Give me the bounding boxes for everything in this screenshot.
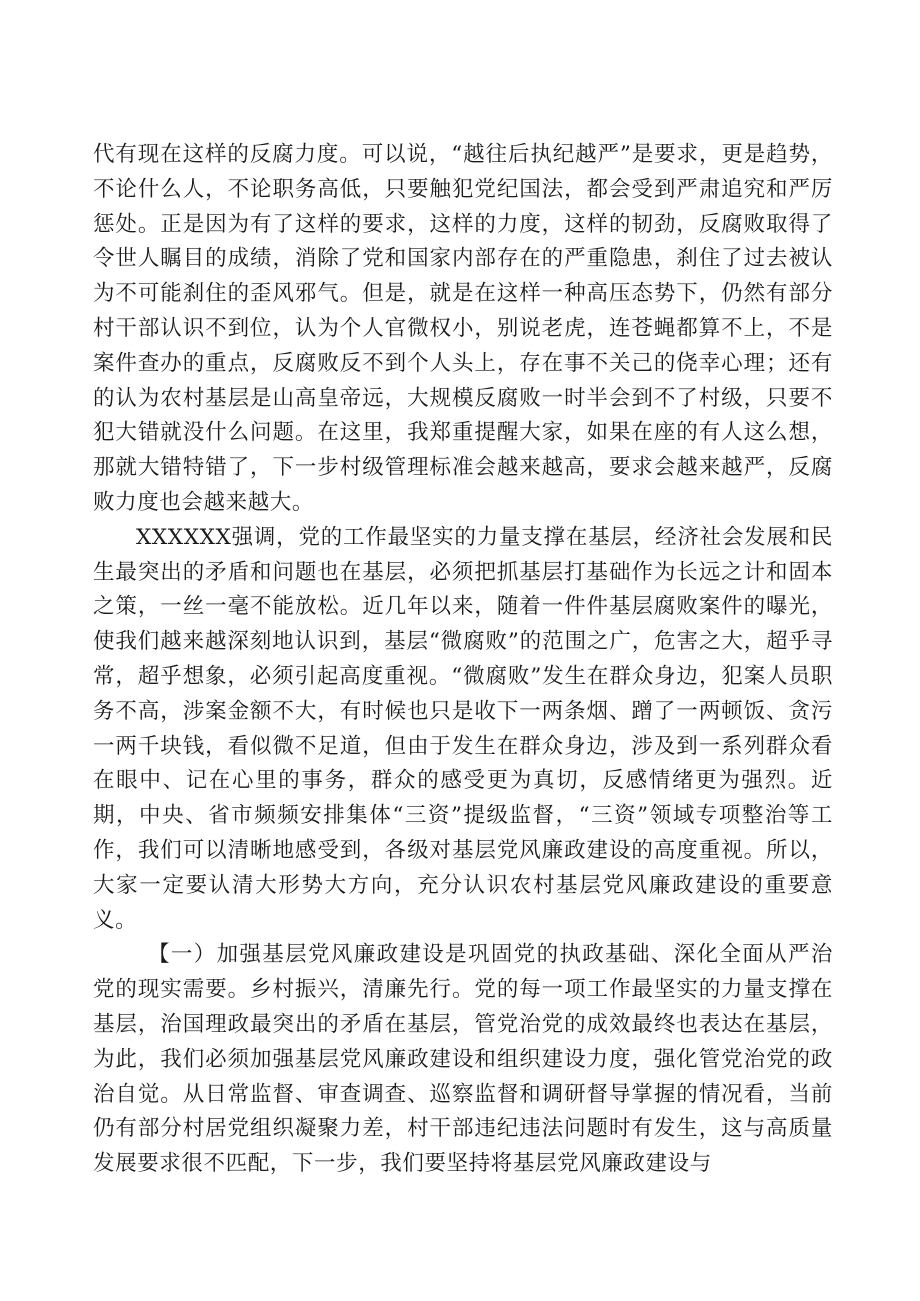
paragraph-continuation: 代有现在这样的反腐力度。可以说，“越往后执纪越严”是要求，更是趋势，不论什么人，不论职务高低，只要触犯党纪国法，都会受到严肃追究和严厉惩处。正是因为有了这样的要求，这样的力度，这样的韧劲，反腐败取得了令世人瞩目的成绩，消除了党和国家内部存在的严重隐患，刹住了过去被认为不可能刹住的歪风邪气。但是，就是在这样一种高压态势下，仍然有部分村干部认识不到位，认为个人官微权小，别说老虎，连苍蝇都算不上，不是案件查办的重点，反腐败反不到个人头上，存在事不关己的侥幸心理；还有的认为农村基层是山高皇帝远，大规模反腐败一时半会到不了村级，只要不犯大错就没什么问题。在这里，我郑重提醒大家，如果在座的有人这么想，那就大错特错了，下一步村级管理标准会越来越高，要求会越来越严，反腐败力度也会越来越大。 xyxy=(93,142,833,515)
document-page xyxy=(93,138,833,1182)
paragraph-grassroots-emphasis: XXXXXX强调，党的工作最坚实的力量支撑在基层，经济社会发展和民生最突出的矛盾和问题也在基层，必须把抓基层打基础作为长远之计和固本之策，一丝一毫不能放松。近几年以来，随着一件件基层腐败案件的曝光，使我们越来越深刻地认识到，基层“微腐败”的范围之广，危害之大，超乎寻常，超乎想象，必须引起高度重视。“微腐败”发生在群众身边，犯案人员职务不高，涉案金额不大，有时候也只是收下一两条烟、蹭了一两顿饭、贪污一两千块钱，看似微不足道，但由于发生在群众身边，涉及到一系列群众看在眼中、记在心里的事务，群众的感受更为真切，反感情绪更为强烈。近期，中央、省市频频安排集体“三资”提级监督，“三资”领域专项整治等工作，我们可以清晰地感受到，各级对基层党风廉政建设的高度重视。所以，大家一定要认清大形势大方向，充分认识农村基层党风廉政建设的重要意义。 xyxy=(93,524,833,933)
paragraph-section-one: 【一）加强基层党风廉政建设是巩固党的执政基础、深化全面从严治党的现实需要。乡村振兴，清廉先行。党的每一项工作最坚实的力量支撑在基层，治国理政最突出的矛盾在基层，管党治党的成效最终也表达在基层，为此，我们必须加强基层党风廉政建设和组织建设力度，强化管党治党的政治自觉。从日常监督、审查调查、巡察监督和调研督导掌握的情况看，当前仍有部分村居党组织凝聚力差，村干部违纪违法问题时有发生，这与高质量发展要求很不匹配，下一步，我们要坚持将基层党风廉政建设与 xyxy=(93,942,833,1177)
